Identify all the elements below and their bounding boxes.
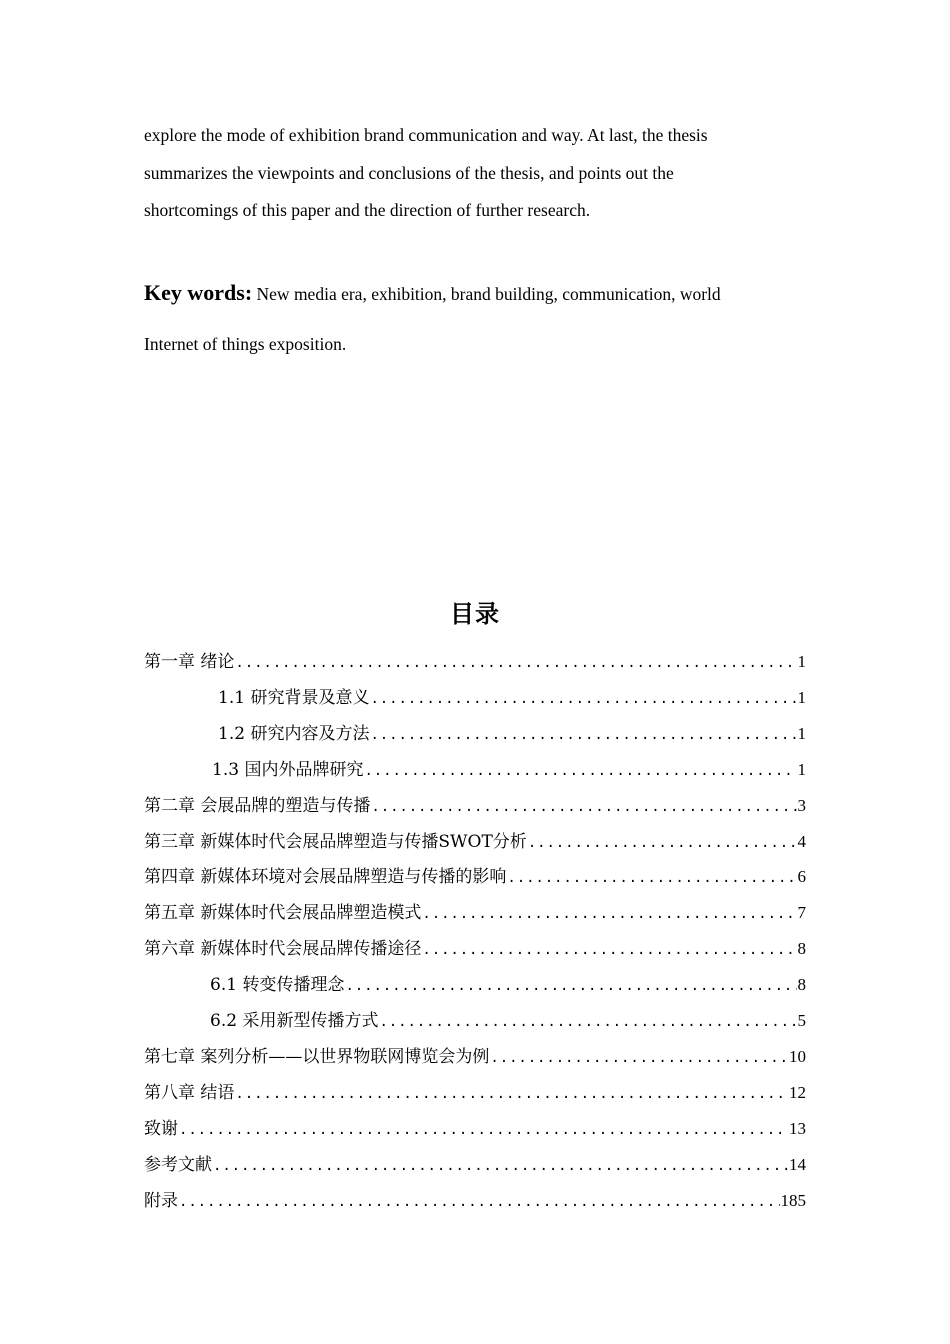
toc-dot-leader — [213, 1152, 788, 1180]
toc-dot-leader — [422, 900, 796, 928]
toc-page-number: 13 — [789, 1118, 806, 1138]
abstract-line: shortcomings of this paper and the direction of further research. — [144, 200, 591, 220]
toc-entry[interactable] — [210, 1007, 806, 1035]
toc-entry[interactable] — [144, 792, 806, 820]
toc-page-number: 3 — [797, 795, 806, 815]
toc-entry-title: 第七章 案列分析——以世界物联网博览会为例 — [144, 1046, 490, 1067]
toc-page-number: 7 — [797, 903, 806, 923]
toc-entry[interactable] — [144, 899, 806, 927]
toc-page-number: 8 — [797, 939, 806, 959]
toc-entry-title: 第六章 新媒体时代会展品牌传播途径 — [144, 939, 422, 960]
toc-entry-title: 6.1 转变传播理念 — [210, 975, 345, 996]
toc-entry-title: 第五章 新媒体时代会展品牌塑造模式 — [144, 903, 422, 924]
toc-entry[interactable] — [210, 971, 806, 999]
toc-entry-title: 6.2 采用新型传播方式 — [210, 1011, 379, 1031]
toc-page-number: 5 — [797, 1011, 806, 1030]
toc-entry[interactable] — [144, 648, 806, 676]
toc-entry[interactable] — [144, 828, 806, 856]
toc-page-number: 10 — [789, 1046, 806, 1066]
toc-page-number: 14 — [789, 1154, 806, 1174]
toc-page-number: 4 — [797, 831, 806, 851]
toc-entry[interactable] — [144, 863, 806, 891]
toc-dot-leader — [422, 936, 796, 964]
toc-title: 目录 — [450, 600, 500, 628]
toc-entry-title: 1.1 研究背景及意义 — [218, 687, 370, 708]
toc-dot-leader — [179, 1116, 788, 1144]
toc-dot-leader — [379, 1008, 796, 1036]
toc-entry-title: 致谢 — [144, 1118, 178, 1139]
toc-entry[interactable] — [218, 684, 806, 712]
toc-dot-leader — [345, 972, 796, 1000]
toc-entry-title: 第一章 绪论 — [144, 652, 235, 672]
abstract-line: summarizes the viewpoints and conclusions of the thesis, and points out the — [144, 163, 674, 183]
toc-entry-title: 附录 — [144, 1190, 178, 1211]
toc-page-number: 1 — [797, 652, 806, 671]
toc-entry[interactable] — [144, 1115, 806, 1143]
toc-entry-title: 第八章 结语 — [144, 1082, 235, 1103]
toc-entry-title: 第四章 新媒体环境对会展品牌塑造与传播的影响 — [144, 867, 507, 888]
toc-entry-title: 第三章 新媒体时代会展品牌塑造与传播SWOT分析 — [144, 831, 527, 852]
toc-entry-title: 参考文献 — [144, 1154, 212, 1175]
toc-page-number: 185 — [780, 1190, 806, 1210]
toc-entry-title: 1.3 国内外品牌研究 — [212, 759, 364, 780]
toc-dot-leader — [364, 757, 796, 785]
toc-dot-leader — [507, 864, 796, 892]
toc-entry[interactable] — [144, 1079, 806, 1107]
toc-dot-leader — [370, 685, 796, 713]
toc-dot-leader — [370, 721, 796, 749]
toc-dot-leader — [235, 649, 796, 677]
toc-page-number: 6 — [797, 867, 806, 887]
toc-entry[interactable] — [144, 1151, 806, 1179]
toc-entry[interactable] — [144, 1187, 806, 1215]
toc-entry[interactable] — [218, 720, 806, 748]
keywords-line — [144, 280, 721, 306]
keywords-line: Internet of things exposition. — [144, 334, 347, 354]
toc-entry[interactable] — [144, 1043, 806, 1071]
keywords-label: Key words: — [144, 280, 253, 305]
toc-entry-title: 第二章 会展品牌的塑造与传播 — [144, 795, 371, 816]
keywords-text: New media era, exhibition, brand building, communication, world — [256, 284, 721, 304]
toc-page-number: 1 — [797, 687, 806, 707]
toc-entry[interactable] — [212, 756, 806, 784]
toc-page-number: 12 — [789, 1082, 806, 1102]
toc-page-number: 8 — [797, 975, 806, 995]
toc-dot-leader — [179, 1188, 780, 1216]
abstract-line: explore the mode of exhibition brand communication and way. At last, the thesis — [144, 125, 708, 145]
toc-page-number: 1 — [797, 723, 806, 743]
toc-page-number: 1 — [797, 759, 806, 779]
toc-entry-title: 1.2 研究内容及方法 — [218, 723, 370, 744]
toc-dot-leader — [371, 793, 796, 821]
toc-dot-leader — [528, 829, 797, 857]
toc-dot-leader — [490, 1044, 788, 1072]
toc-dot-leader — [235, 1080, 788, 1108]
toc-entry[interactable] — [144, 935, 806, 963]
